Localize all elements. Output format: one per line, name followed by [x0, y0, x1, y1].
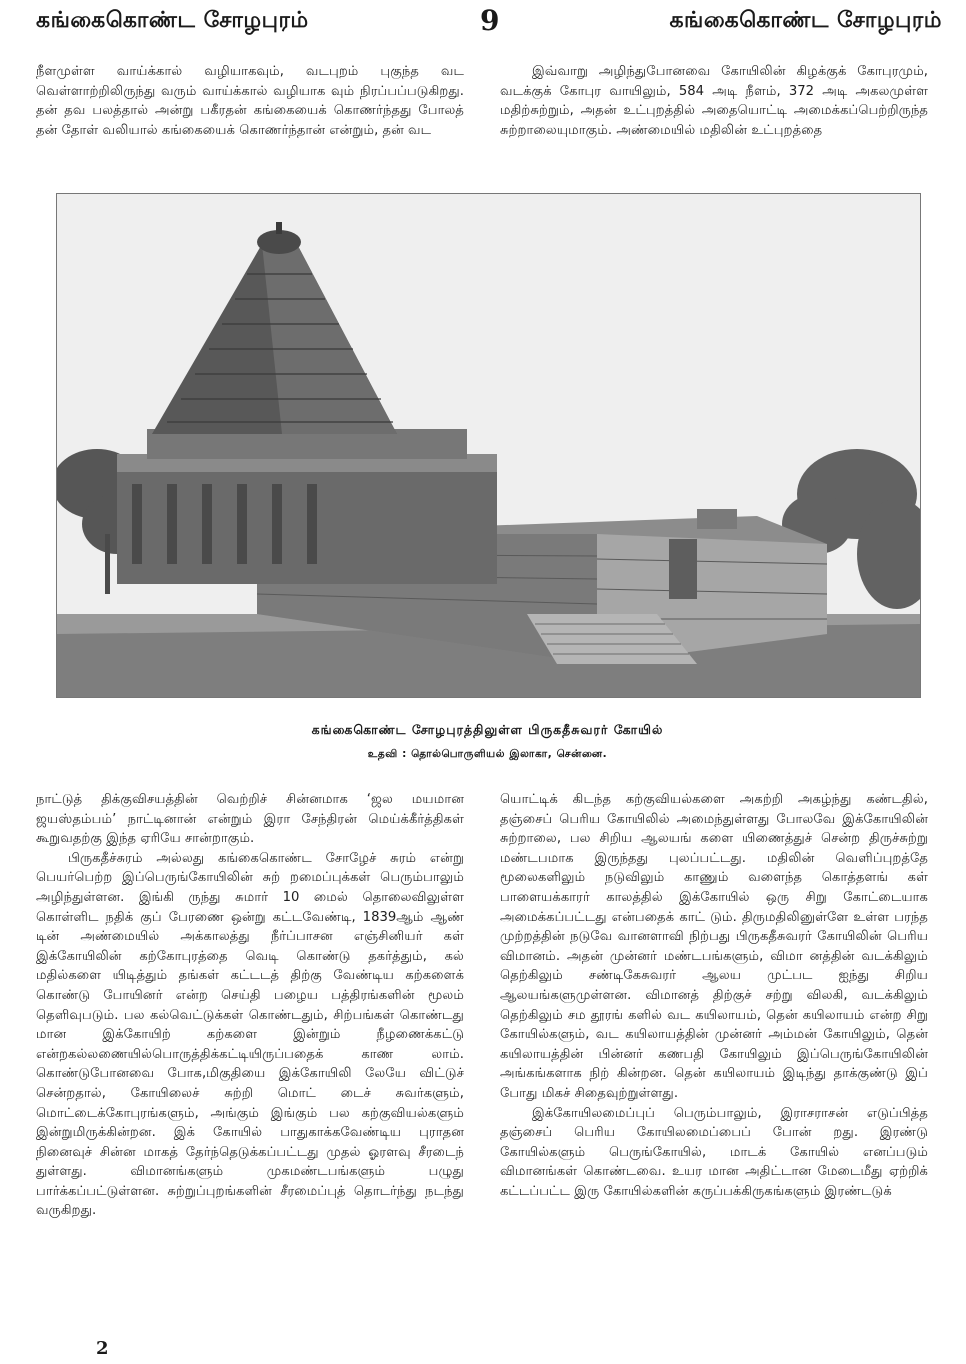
- paragraph: நீளமுள்ள வாய்க்கால் வழியாகவும், வடபுறம் புகுந்த வட வெள்ளாற்றிலிருந்து வரும் வாய்க்கால் வழியாக வும் நிரப்பப்படுகிறது. தன் தவ பலத்தால் அன்று பகீரதன் கங்கையைக் கொணர்ந்தது போலத் தன் தோள் வலியால் கங்கையைக் கொணர்ந்தான் என்றும், தன் வட: [36, 64, 464, 138]
- figure-credit: உதவி : தொல்பொருளியல் இலாகா, சென்னை.: [367, 748, 608, 760]
- column-bottom-right: [500, 790, 928, 1201]
- temple-photograph: [56, 193, 921, 698]
- column-top-right: [500, 62, 928, 140]
- running-title-right: கங்கைகொண்ட சோழபுரம்: [669, 8, 942, 33]
- footer-page-number: 2: [96, 1338, 109, 1359]
- figure-caption: கங்கைகொண்ட சோழபுரத்திலுள்ள பிருகதீசுவரர் கோயில்: [311, 722, 664, 737]
- paragraph: நாட்டுத் திக்குவிசயத்தின் வெற்றிச் சின்னமாக ‘ஜல மயமான ஜயஸ்தம்பம்’ நாட்டினான் என்றும் இரா சேந்திரன் மெய்க்கீர்த்திகள் கூறுவதற்கு இந்த ஏரியே சான்றாகும்.: [36, 792, 464, 847]
- running-title-left: கங்கைகொண்ட சோழபுரம்: [36, 8, 309, 33]
- column-bottom-left: [36, 790, 464, 1221]
- paragraph: பிருகதீச்சுரம் அல்லது கங்கைகொண்ட சோழேச் சுரம் என்று பெயர்பெற்ற இப்பெருங்கோயிலின் சுற் றமைப்புக்கள் பெரும்பாலும் அழிந்துள்ளன. இங்கி ருந்து சுமார் 10 மைல் தொலைவிலுள்ள கொள்ளிட நதிக் குப் பேரணை ஒன்று கட்டவேண்டி, 1839ஆம் ஆண் டின் அண்மையில் அக்காலத்து நீர்ப்பாசன எஞ்சினியர் கள் இக்கோயிலின் கற்கோபுரத்தை வெடி கொண்டு தகர்த்தும், கல் மதில்களை யிடித்தும் தங்கள் கட்டடத் திற்கு வேண்டிய கற்களைக் கொண்டு போயினர் என்ற செய்தி பழைய பத்திரங்களின் மூலம் தெளிவுபடும். பல கல்வெட்டுக்கள் கொண்டதும், சிற்பங்கள் கொண்டது மான இக்கோயிற் கற்களை இன்றும் நீழணைக்கட்டு என்றகல்லணையில்பொருத்திக்கட்டியிருப்பதைக் காண லாம். கொண்டுபோனவை போக,மிகுதியை இக்கோயிலி லேயே விட்டுச் சென்றதால், கோயிலைச் சுற்றி மொட் டைச் சுவர்களும், மொட்டைக்கோபுரங்களும், அங்கும் இங்கும் பல கற்குவியல்களும் இன்றுமிருக்கின்றன. இக் கோயில் பாதுகாக்கவேண்டிய புராதன நினைவுச் சின்ன மாகத் தேர்ந்தெடுக்கப்பட்டது முதல் ஓரளவு சீரடைந் துள்ளது. விமானங்களும் முகமண்டபங்களும் பழுது பார்க்கப்பட்டுள்ளன. சுற்றுப்புறங்களின் சீரமைப்புத் தொடர்ந்து நடந்து வருகிறது.: [36, 850, 464, 1219]
- paragraph: இக்கோயிலமைப்புப் பெரும்பாலும், இராசராசன் எடுப்பித்த தஞ்சைப் பெரிய கோயிலமைப்பைப் போன் றது. இரண்டு கோயில்களும் பெருங்கோயில், மாடக் கோயில் எனப்படும் விமானங்கள் கொண்டவை. உயர மான அதிட்டான மேடைமீது ஏற்றிக் கட்டப்பட்ட இரு கோயில்களின் கருப்பக்கிருகங்களும் இரண்டடுக்: [500, 1105, 928, 1199]
- column-top-left: [36, 62, 464, 140]
- page-number: 9: [480, 4, 500, 37]
- paragraph: இவ்வாறு அழிந்துபோனவை கோயிலின் கிழக்குக் கோபுரமும், வடக்குக் கோபுர வாயிலும், 584 அடி நீளம், 372 அடி அகலமுள்ள மதிற்சுற்றும், அதன் உட்புறத்தில் அதையொட்டி அமைக்கப்பெற்றிருந்த சுற்றாலையுமாகும். அண்மையில் மதிலின் உட்புறத்தை: [500, 64, 928, 138]
- page-header: [0, 0, 966, 46]
- paragraph: யொட்டிக் கிடந்த கற்குவியல்களை அகற்றி அகழ்ந்து கண்டதில், தஞ்சைப் பெரிய கோயிலில் அமைந்துள்ளது போலவே இக்கோயிலின் சுற்றாலை, பல சிறிய ஆலயங் களை யிணைத்துச் சென்ற திருச்சுற்று மண்டபமாக இருந்தது புலப்பட்டது. மதிலின் வெளிப்புறத்தே மூலைகளிலும் நடுவிலும் காணும் வளைந்த கொத்தளங் கள் பாளையக்காரர் காலத்தில் இக்கோயில் ஒரு சிறு கோட்டையாக அமைக்கப்பட்டது என்பதைக் காட் டும். திருமதிலினுள்ளே உள்ள பரந்த முற்றத்தின் நடுவே வானளாவி நிற்பது பிருகதீசுவரர் கோயிலின் பெரிய விமானம். அதன் முன்னர் மண்டபங்களும், விமா னத்தின் வடக்கிலும் தெற்கிலும் சண்டிகேசுவரர் ஆலய முட்பட ஐந்து சிறிய ஆலயங்களுமுள்ளன. விமானத் திற்குச் சற்று விலகி, வடக்கிலும் தெற்கிலும் சம தூரங் களில் வட கயிலாயம், தென் கயிலாயம் என்ற சிறு கோயில்களும், வட கயிலாயத்தின் முன்னர் அம்மன் கோயிலும், தென் கயிலாயத்தின் பின்னர் கணபதி கோயிலும் இப்பெருங்கோயிலின் அங்கங்களாக நிற் கின்றன. தென் கயிலாயம் இடிந்து தாக்குண்டு இப் போது மிகச் சிதைவுற்றுள்ளது.: [500, 792, 928, 1101]
